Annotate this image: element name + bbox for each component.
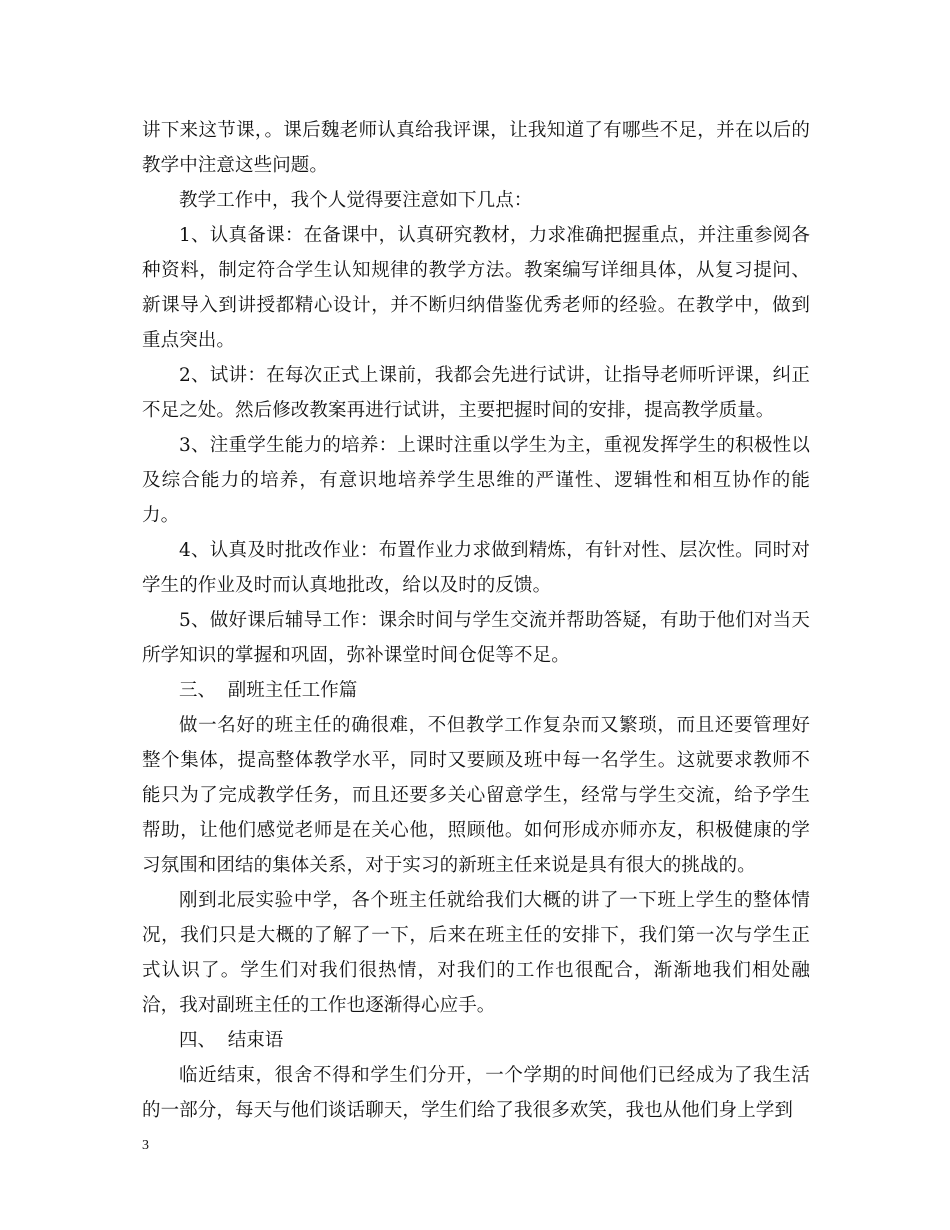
paragraph-point-5: 5、做好课后辅导工作：课余时间与学生交流并帮助答疑，有助于他们对当天所学知识的掌握和巩固，弥补课堂时间仓促等不足。 — [142, 610, 810, 666]
section-heading-3: 三、 副班主任工作篇 — [179, 680, 358, 701]
section-heading-4: 四、 结束语 — [179, 1030, 284, 1051]
paragraph-point-2: 2、试讲：在每次正式上课前，我都会先进行试讲，让指导老师听评课，纠正不足之处。然后修改教案再进行试讲，主要把握时间的安排，提高教学质量。 — [142, 365, 810, 421]
paragraph-point-3: 3、注重学生能力的培养：上课时注重以学生为主，重视发挥学生的积极性以及综合能力的培养，有意识地培养学生思维的严谨性、逻辑性和相互协作的能力。 — [142, 435, 810, 526]
document-body — [142, 113, 810, 1128]
paragraph-continuation: 讲下来这节课，。课后魏老师认真给我评课，让我知道了有哪些不足，并在以后的教学中注意这些问题。 — [142, 120, 810, 176]
paragraph-point-4: 4、认真及时批改作业：布置作业力求做到精炼，有针对性、层次性。同时对学生的作业及时而认真地批改，给以及时的反馈。 — [142, 540, 810, 596]
paragraph-teaching-intro: 教学工作中，我个人觉得要注意如下几点： — [179, 190, 533, 211]
paragraph-point-1: 1、认真备课：在备课中，认真研究教材，力求准确把握重点，并注重参阅各种资料，制定符合学生认知规律的教学方法。教案编写详细具体，从复习提问、新课导入到讲授都精心设计，并不断归纳借鉴优秀老师的经验。在教学中，做到重点突出。 — [142, 225, 810, 351]
paragraph-conclusion: 临近结束，很舍不得和学生们分开，一个学期的时间他们已经成为了我生活的一部分，每天与他们谈话聊天，学生们给了我很多欢笑，我也从他们身上学到 — [142, 1065, 810, 1121]
page-number: 3 — [142, 1138, 149, 1153]
paragraph-class-teacher: 做一名好的班主任的确很难，不但教学工作复杂而又繁琐，而且还要管理好整个集体，提高整体教学水平，同时又要顾及班中每一名学生。这就要求教师不能只为了完成教学任务，而且还要多关心留意学生，经常与学生交流，给予学生帮助，让他们感觉老师是在关心他，照顾他。如何形成亦师亦友，积极健康的学习氛围和团结的集体关系，对于实习的新班主任来说是具有很大的挑战的。 — [142, 715, 810, 876]
paragraph-beichen: 刚到北辰实验中学，各个班主任就给我们大概的讲了一下班上学生的整体情况，我们只是大概的了解了一下，后来在班主任的安排下，我们第一次与学生正式认识了。学生们对我们很热情，对我们的工作也很配合，渐渐地我们相处融洽，我对副班主任的工作也逐渐得心应手。 — [142, 890, 810, 1016]
